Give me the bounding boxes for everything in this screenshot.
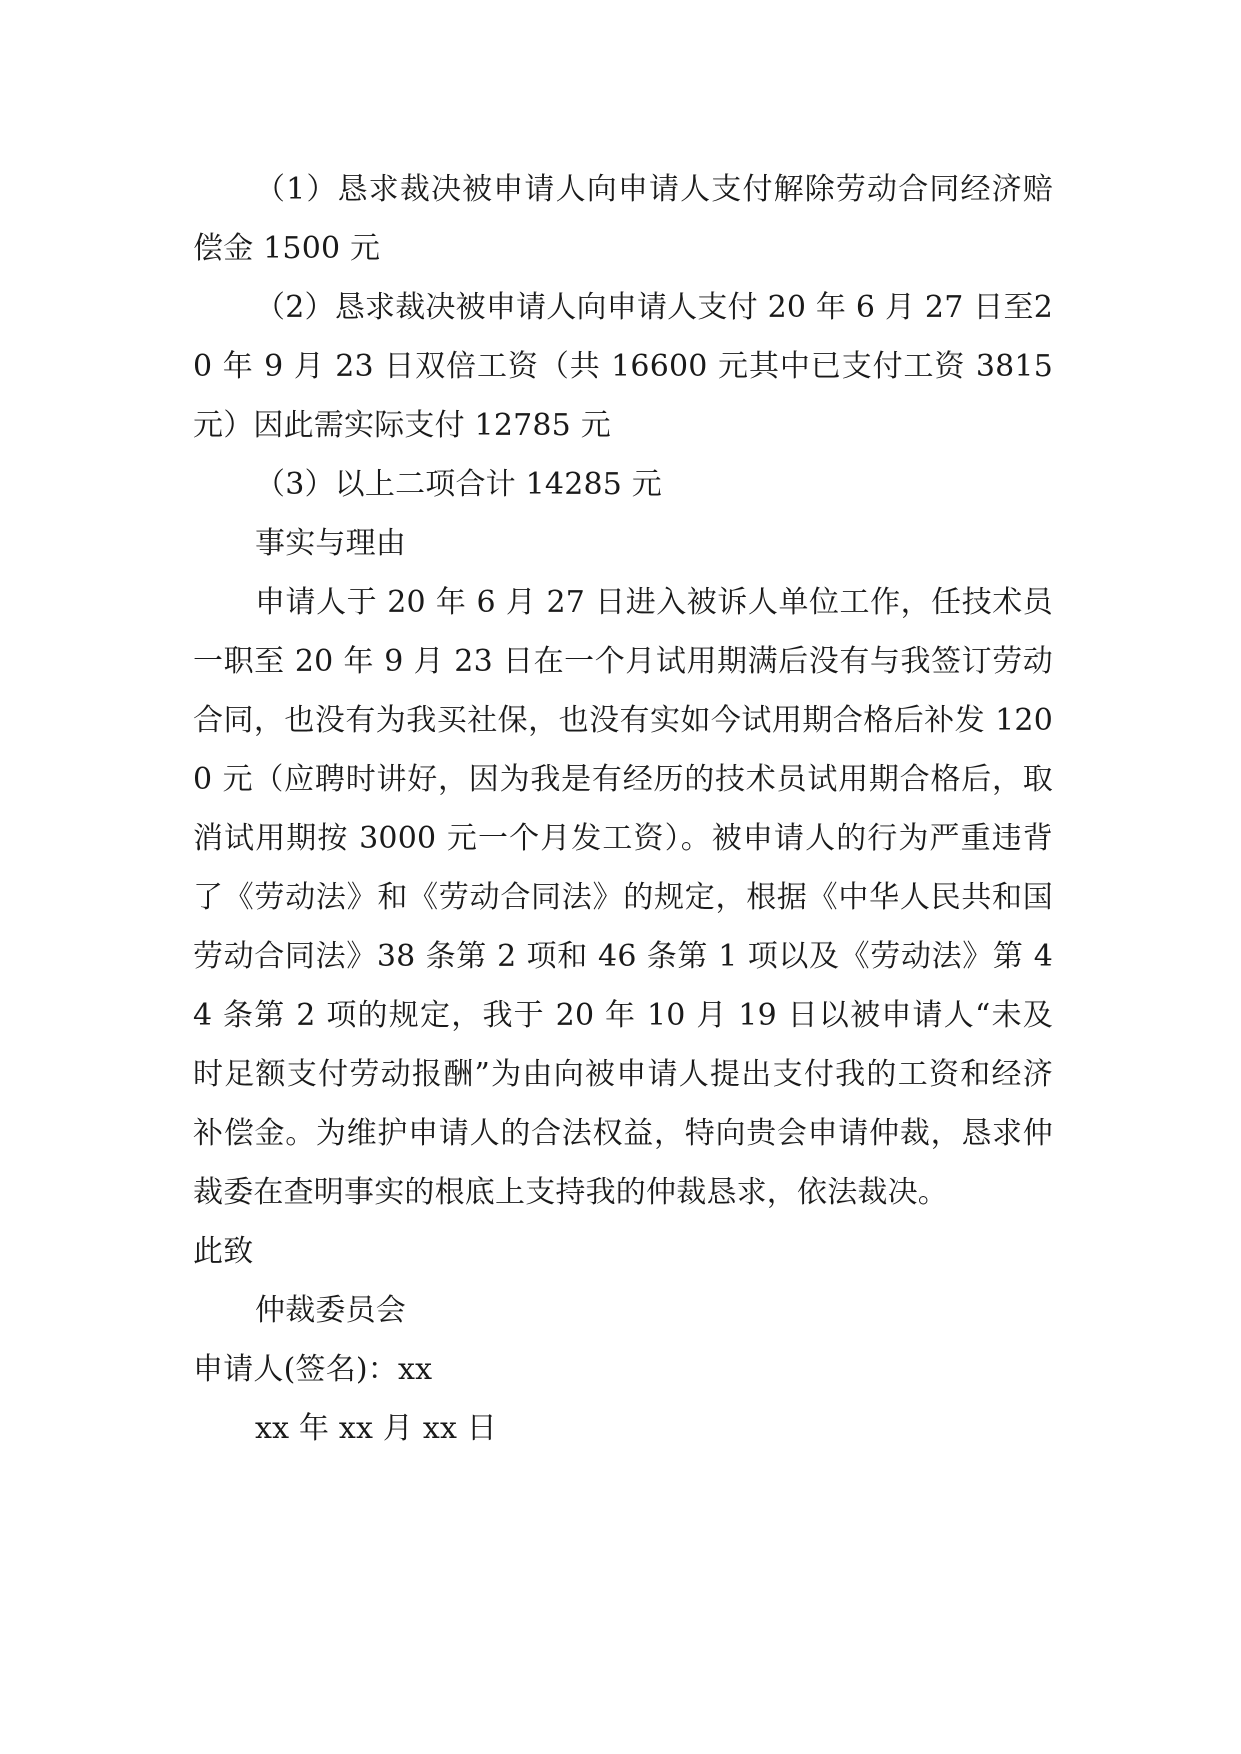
recipient-line: 仲裁委员会 xyxy=(255,1293,406,1328)
document-body xyxy=(193,160,1053,1458)
claim-item-3: （3）以上二项合计 14285 元 xyxy=(255,467,662,502)
section-heading: 事实与理由 xyxy=(255,526,406,561)
facts-paragraph: 申请人于 20 年 6 月 27 日进入被诉人单位工作，任技术员一职至 20 年 9 月 23 日在一个月试用期满后没有与我签订劳动合同，也没有为我买社保，也没有实如今试用期合格后补发 1200 元（应聘时讲好，因为我是有经历的技术员试用期合格后，取消试用期按 3000 元一个月发工资）。被申请人的行为严重违背了《劳动法》和《劳动合同法》的规定，根据《中华人民共和国劳动合同法》38 条第 2 项和 46 条第 1 项以及《劳动法》第 44 条第 2 项的规定，我于 20 年 10 月 19 日以被申请人“未及时足额支付劳动报酬”为由向被申请人提出支付我的工资和经济补偿金。为维护申请人的合法权益，特向贵会申请仲裁，恳求仲裁委在查明事实的根底上支持我的仲裁恳求，依法裁决。 xyxy=(193,585,1053,1210)
closing-salutation: 此致 xyxy=(193,1234,254,1269)
date-line: xx 年 xx 月 xx 日 xyxy=(255,1411,497,1446)
signature-line: 申请人(签名)：xx xyxy=(193,1352,433,1387)
claim-item-2: （2）恳求裁决被申请人向申请人支付 20 年 6 月 27 日至20 年 9 月 23 日双倍工资（共 16600 元其中已支付工资 3815 元）因此需实际支付 12785 元 xyxy=(193,290,1053,443)
claim-item-1: （1）恳求裁决被申请人向申请人支付解除劳动合同经济赔偿金 1500 元 xyxy=(193,172,1053,266)
